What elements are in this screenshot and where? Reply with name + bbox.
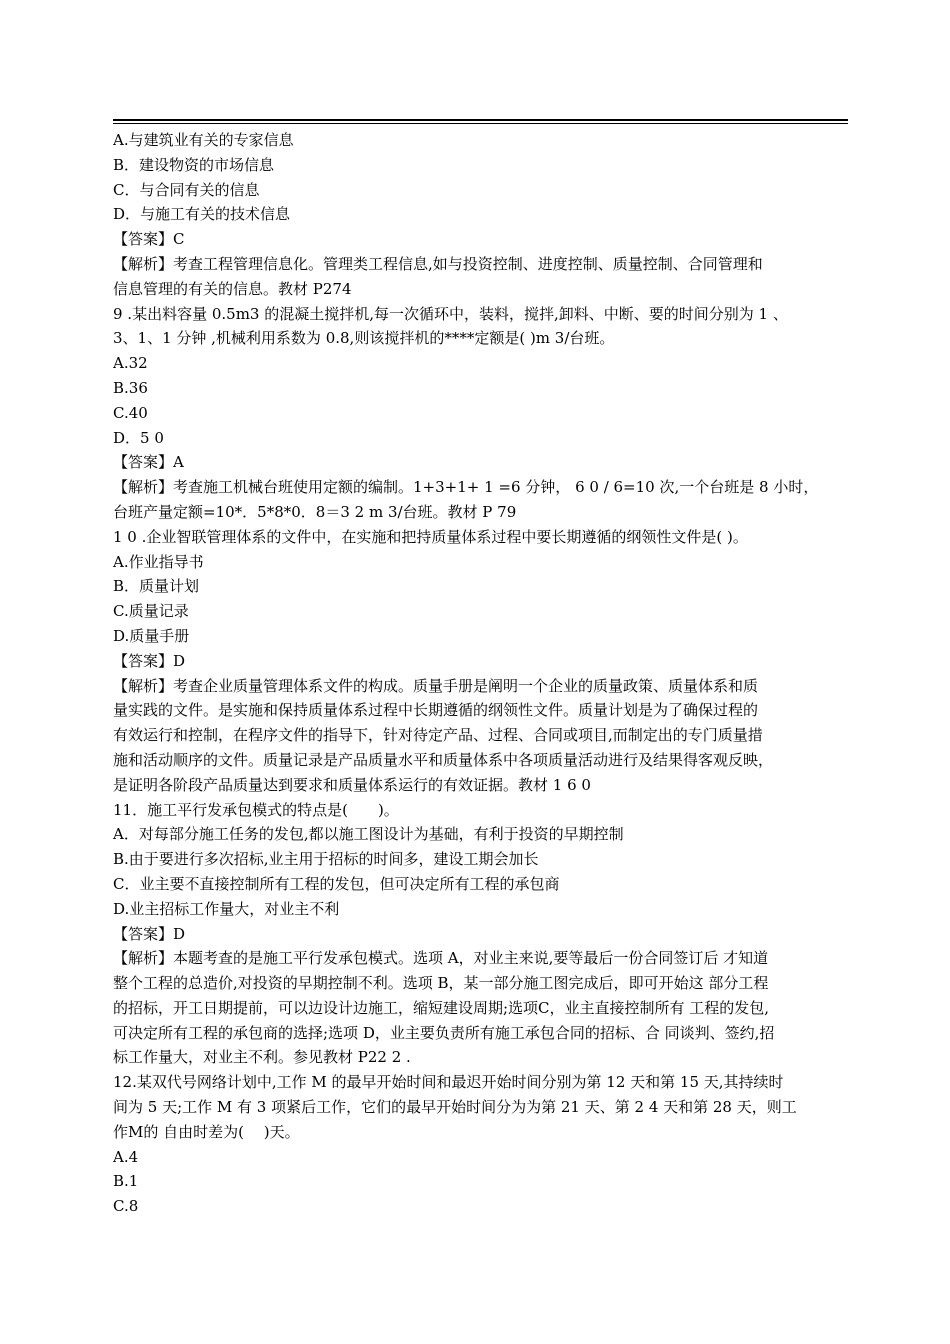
text-line: 量实践的文件。是实施和保持质量体系过程中长期遵循的纲领性文件。质量计划是为了确保过程的 (113, 701, 759, 720)
text-line: D．与施工有关的技术信息 (113, 205, 291, 224)
text-line: 可决定所有工程的承包商的选择;选项 D，业主要负责所有施工承包合同的招标、合 同谈判、签约,招 (113, 1023, 775, 1042)
text-line: C．与合同有关的信息 (113, 180, 260, 199)
text-line: 【答案】C (113, 230, 185, 249)
text-line: B.由于要进行多次招标,业主用于招标的时间多，建设工期会加长 (113, 850, 539, 869)
text-line: 12.某双代号网络计划中,工作 M 的最早开始时间和最迟开始时间分别为第 12 天和第 15 天,其持续时 (113, 1073, 784, 1092)
text-line: 【答案】A (113, 453, 184, 472)
header-rule-thin (113, 123, 848, 124)
text-line: 【解析】考查企业质量管理体系文件的构成。质量手册是阐明一个企业的质量政策、质量体系和质 (113, 676, 759, 695)
text-line: 11．施工平行发承包模式的特点是( )。 (113, 800, 399, 819)
text-line: B.1 (113, 1172, 139, 1191)
text-line: B．建设物资的市场信息 (113, 155, 275, 174)
text-line: 整个工程的总造价,对投资的早期控制不利。选项 B，某一部分施工图完成后，即可开始这 部分工程 (113, 974, 769, 993)
text-line: C.40 (113, 403, 148, 422)
text-line: 【解析】考查施工机械台班使用定额的编制。1+3+1+ 1 =6 分钟， 6 0 / 6=10 次,一个台班是 8 小时， (113, 478, 819, 497)
text-line: A.与建筑业有关的专家信息 (113, 131, 294, 149)
text-line: A.32 (113, 354, 148, 373)
text-line: 的招标，开工日期提前，可以边设计边施工，缩短建设周期;选项C，业主直接控制所有 工程的发包, (113, 998, 770, 1017)
text-line: A．对每部分施工任务的发包,都以施工图设计为基础，有利于投资的早期控制 (113, 825, 624, 844)
text-line: C.8 (113, 1197, 139, 1216)
text-line: C．业主要不直接控制所有工程的发包，但可决定所有工程的承包商 (113, 874, 560, 893)
header-rule-thick (113, 119, 848, 121)
text-line: D．5 0 (113, 428, 164, 447)
text-line: 信息管理的有关的信息。教材 P274 (113, 279, 352, 298)
text-line: 【答案】D (113, 924, 186, 943)
text-line: 【答案】D (113, 651, 186, 670)
text-line: 9 .某出料容量 0.5m3 的混凝土搅拌机,每一次循环中，装料，搅拌,卸料、中断、要的时间分别为 1 、 (113, 304, 788, 323)
text-line: A.4 (113, 1147, 139, 1166)
text-line: 作M的 自由时差为( )天。 (113, 1122, 300, 1141)
text-line: 有效运行和控制，在程序文件的指导下，针对待定产品、过程、合同或项目,而制定出的专门质量措 (113, 726, 763, 745)
text-line: 台班产量定额=10*．5*8*0．8＝3 2 m 3/台班。教材 P 79 (113, 502, 517, 521)
text-line: D.质量手册 (113, 626, 190, 645)
text-line: D.业主招标工作量大，对业主不利 (113, 899, 340, 918)
text-line: 1 0 .企业智联管理体系的文件中，在实施和把持质量体系过程中要长期遵循的纲领性文件是( )。 (113, 527, 748, 546)
text-line: 是证明各阶段产品质量达到要求和质量体系运行的有效证据。教材 1 6 0 (113, 775, 591, 794)
text-line: 间为 5 天;工作 M 有 3 项紧后工作，它们的最早开始时间分为为第 21 天、第 2 4 天和第 28 天，则工 (113, 1098, 797, 1117)
text-line: 施和活动顺序的文件。质量记录是产品质量水平和质量体系中各项质量活动进行及结果得客观反映， (113, 750, 774, 769)
text-line: B．质量计划 (113, 577, 200, 596)
text-line: 3、1、1 分钟 ,机械利用系数为 0.8,则该搅拌机的****定额是( )m 3/台班。 (113, 329, 615, 348)
text-line: 【解析】本题考查的是施工平行发承包模式。选项 A，对业主来说,要等最后一份合同签订后 才知道 (113, 949, 769, 968)
text-line: A.作业指导书 (113, 552, 204, 571)
text-line: C.质量记录 (113, 602, 189, 621)
text-line: B.36 (113, 378, 148, 397)
document-body (113, 128, 848, 1219)
text-line: 标工作量大，对业主不利。参见教材 P22 2 . (113, 1048, 411, 1067)
text-line: 【解析】考查工程管理信息化。管理类工程信息,如与投资控制、进度控制、质量控制、合同管理和 (113, 254, 763, 273)
